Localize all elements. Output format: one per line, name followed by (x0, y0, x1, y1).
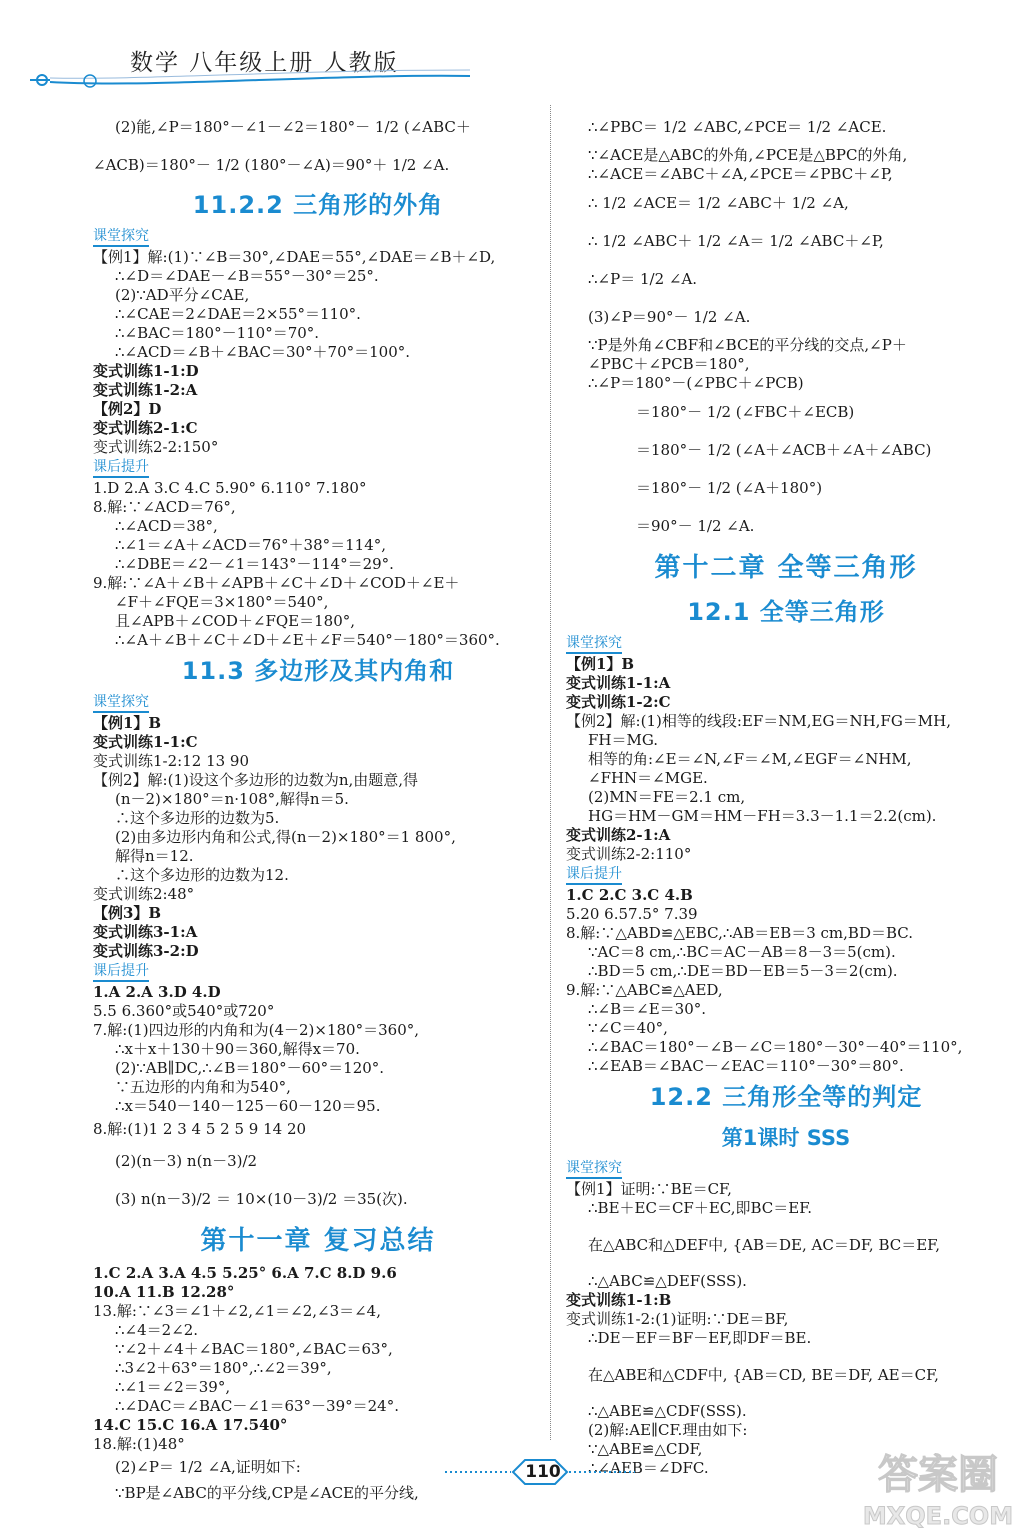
section-tag: 课堂探究 (566, 1160, 622, 1179)
text-line: 【例1】证明:∵BE＝CF, (566, 1180, 732, 1198)
right-column (566, 108, 1006, 1478)
text-line: ∵∠ACE是△ABC的外角,∠PCE是△BPC的外角, (588, 146, 908, 164)
text-line: 8.解:(1)1 2 3 4 5 2 5 9 14 20 (93, 1120, 307, 1138)
section-title: 12.1 全等三角形 (687, 598, 885, 626)
section-title: 12.2 三角形全等的判定 (649, 1083, 923, 1111)
text-line: ∴∠BAC＝180°－110°＝70°. (115, 324, 320, 342)
chapter-title: 第十二章 全等三角形 (654, 553, 918, 583)
text-line: (3) n(n－3)/2 ＝ 10×(10－3)/2 ＝35(次). (115, 1190, 408, 1208)
text-line: 变式训练3-1:A (93, 923, 198, 941)
text-line: ∴∠P＝ 1/2 ∠A. (588, 270, 698, 288)
text-line: 变式训练2:48° (93, 885, 195, 903)
text-line: 【例2】解:(1)设这个多边形的边数为n,由题意,得 (93, 771, 419, 789)
text-line: ∴ 1/2 ∠ACE＝ 1/2 ∠ABC＋ 1/2 ∠A, (588, 194, 849, 212)
text-line: (2)解:AE∥CF.理由如下: (588, 1421, 748, 1439)
text-line: 【例1】B (566, 655, 635, 673)
text-line: ∴BE＋EC＝CF＋EC,即BC＝EF. (588, 1199, 813, 1217)
text-line: 8.解:∵∠ACD＝76°, (93, 498, 236, 516)
text-line: 在△ABE和△CDF中, {AB＝CD, BE＝DF, AE＝CF, (588, 1366, 939, 1384)
text-line: 解得n＝12. (115, 847, 194, 865)
page-header-title: 数学 八年级上册 人教版 (130, 50, 399, 76)
text-line: 变式训练1-2:(1)证明:∵DE＝BF, (566, 1310, 789, 1328)
text-line: 1.C 2.A 3.A 4.5 5.25° 6.A 7.C 8.D 9.6 (93, 1264, 397, 1282)
section-tag: 课后提升 (566, 866, 622, 885)
text-line: (n－2)×180°＝n·108°,解得n＝5. (115, 790, 349, 808)
text-line: ＝90°－ 1/2 ∠A. (636, 517, 755, 535)
text-line: (2)由多边形内角和公式,得(n－2)×180°＝1 800°, (115, 828, 456, 846)
text-line: ∴∠EAB＝∠BAC－∠EAC＝110°－30°＝80°. (588, 1057, 904, 1075)
text-line: ＝180°－ 1/2 (∠A＋∠ACB＋∠A＋∠ABC) (636, 441, 932, 459)
text-line: 变式训练2-1:C (93, 419, 198, 437)
text-line: 【例1】B (93, 714, 162, 732)
text-line: (2)MN＝FE＝2.1 cm, (588, 788, 746, 806)
text-line: ∴∠1＝∠2＝39°, (115, 1378, 231, 1396)
text-line: ∴x＝540－140－125－60－120＝95. (115, 1097, 381, 1115)
text-line: 在△ABC和△DEF中, {AB＝DE, AC＝DF, BC＝EF, (588, 1236, 941, 1254)
text-line: 7.解:(1)四边形的内角和为(4－2)×180°＝360°, (93, 1021, 420, 1039)
text-line: ∴x＋x＋130＋90＝360,解得x＝70. (115, 1040, 360, 1058)
text-line: 9.解:∵∠A＋∠B＋∠APB＋∠C＋∠D＋∠COD＋∠E＋ (93, 574, 460, 592)
text-line: 1.A 2.A 3.D 4.D (93, 983, 221, 1001)
section-tag: 课堂探究 (93, 694, 149, 713)
text-line: 1.C 2.C 3.C 4.B (566, 886, 693, 904)
text-line: ∴∠AEB＝∠DFC. (588, 1459, 709, 1477)
text-line: ∴∠4＝2∠2. (115, 1321, 199, 1339)
text-line: ∴DE－EF＝BF－EF,即DF＝BE. (588, 1329, 812, 1347)
text-line: ∴∠DBE＝∠2－∠1＝143°－114°＝29°. (115, 555, 394, 573)
text-line: 变式训练1-1:B (566, 1291, 672, 1309)
text-line: (2)∠P＝ 1/2 ∠A,证明如下: (115, 1458, 301, 1476)
text-line: ∴这个多边形的边数为5. (115, 809, 280, 827)
section-tag: 课后提升 (93, 963, 149, 982)
text-line: 【例2】D (93, 400, 162, 418)
text-line: 相等的角:∠E＝∠N,∠F＝∠M,∠EGF＝∠NHM, (588, 750, 912, 768)
text-line: 变式训练1-2:12 13 90 (93, 752, 250, 770)
text-line: 变式训练2-2:150° (93, 438, 219, 456)
text-line: ∴∠ACD＝∠B＋∠BAC＝30°＋70°＝100°. (115, 343, 411, 361)
text-line: (2)∵AD平分∠CAE, (115, 286, 250, 304)
text-line: 10.A 11.B 12.28° (93, 1283, 235, 1301)
text-line: ∴ 1/2 ∠ABC＋ 1/2 ∠A＝ 1/2 ∠ABC＋∠P, (588, 232, 884, 250)
text-line: ∵AC＝8 cm,∴BC＝AC－AB＝8－3＝5(cm). (588, 943, 896, 961)
text-line: ＝180°－ 1/2 (∠FBC＋∠ECB) (636, 403, 855, 421)
header-decoration (30, 60, 470, 100)
svg-text:MXQE.COM: MXQE.COM (862, 1502, 1014, 1530)
text-line: (2)(n－3) n(n－3)/2 (115, 1152, 258, 1170)
text-line: 8.解:∵△ABD≌△EBC,∴AB＝EB＝3 cm,BD＝BC. (566, 924, 913, 942)
text-line: 变式训练3-2:D (93, 942, 199, 960)
text-line: 变式训练1-1:C (93, 733, 198, 751)
text-line: ∴∠1＝∠A＋∠ACD＝76°＋38°＝114°, (115, 536, 387, 554)
text-line: ∴△ABE≌△CDF(SSS). (588, 1402, 747, 1420)
section-title: 11.2.2 三角形的外角 (192, 191, 444, 219)
section-tag: 课后提升 (93, 459, 149, 478)
text-line: 【例2】解:(1)相等的线段:EF＝NM,EG＝NH,FG＝MH, (566, 712, 952, 730)
text-line: ∴这个多边形的边数为12. (115, 866, 289, 884)
section-tag: 课堂探究 (93, 228, 149, 247)
text-line: 14.C 15.C 16.A 17.540° (93, 1416, 288, 1434)
text-line: ∵五边形的内角和为540°, (115, 1078, 291, 1096)
text-line: (3)∠P＝90°－ 1/2 ∠A. (588, 308, 751, 326)
text-line: 变式训练1-1:D (93, 362, 199, 380)
text-line: HG＝HM－GM＝HM－FH＝3.3－1.1＝2.2(cm). (588, 807, 937, 825)
text-line: 5.5 6.360°或540°或720° (93, 1002, 275, 1020)
text-line: ∠ACB)＝180°－ 1/2 (180°－∠A)＝90°＋ 1/2 ∠A. (93, 156, 450, 174)
text-line: ∴BD＝5 cm,∴DE＝BD－EB＝5－3＝2(cm). (588, 962, 898, 980)
text-line: 1.D 2.A 3.C 4.C 5.90° 6.110° 7.180° (93, 479, 367, 497)
lesson-title: 第1课时 SSS (721, 1126, 851, 1150)
text-line: ∵∠2＋∠4＋∠BAC＝180°,∠BAC＝63°, (115, 1340, 393, 1358)
text-line: 【例3】B (93, 904, 162, 922)
text-line: ∴∠D＝∠DAE－∠B＝55°－30°＝25°. (115, 267, 379, 285)
text-line: 变式训练2-2:110° (566, 845, 692, 863)
text-line: ∴3∠2＋63°＝180°,∴∠2＝39°, (115, 1359, 332, 1377)
text-line: 13.解:∵∠3＝∠1＋∠2,∠1＝∠2,∠3＝∠4, (93, 1302, 381, 1320)
text-line: 【例1】解:(1)∵∠B＝30°,∠DAE＝55°,∠DAE＝∠B＋∠D, (93, 248, 496, 266)
text-line: ∠FHN＝∠MGE. (588, 769, 708, 787)
text-line: ∴∠B＝∠E＝30°. (588, 1000, 707, 1018)
text-line: ∴∠CAE＝2∠DAE＝2×55°＝110°. (115, 305, 361, 323)
section-tag: 课堂探究 (566, 635, 622, 654)
text-line: ＝180°－ 1/2 (∠A＋180°) (636, 479, 823, 497)
text-line: 18.解:(1)48° (93, 1435, 185, 1453)
text-line: ∴∠PBC＝ 1/2 ∠ABC,∠PCE＝ 1/2 ∠ACE. (588, 118, 887, 136)
text-line: ∴∠A＋∠B＋∠C＋∠D＋∠E＋∠F＝540°－180°＝360°. (115, 631, 500, 649)
text-line: 变式训练1-2:C (566, 693, 671, 711)
text-line: FH＝MG. (588, 731, 659, 749)
text-line: ∴∠BAC＝180°－∠B－∠C＝180°－30°－40°＝110°, (588, 1038, 963, 1056)
column-divider (550, 105, 551, 1440)
text-line: ∴△ABC≌△DEF(SSS). (588, 1272, 747, 1290)
text-line: ∵△ABE≌△CDF, (588, 1440, 703, 1458)
text-line: ∵∠C＝40°, (588, 1019, 668, 1037)
section-title: 11.3 多边形及其内角和 (181, 657, 455, 685)
text-line: ∴∠ACD＝38°, (115, 517, 218, 535)
text-line: ∴∠DAC＝∠BAC－∠1＝63°－39°＝24°. (115, 1397, 399, 1415)
text-line: 变式训练1-2:A (93, 381, 198, 399)
page-number: 110 (525, 1462, 561, 1482)
text-line: 9.解:∵△ABC≌△AED, (566, 981, 723, 999)
text-line: ∴∠P＝180°－(∠PBC＋∠PCB) (588, 374, 804, 392)
text-line: 变式训练1-1:A (566, 674, 671, 692)
text-line: (2)能,∠P＝180°－∠1－∠2＝180°－ 1/2 (∠ABC＋ (115, 118, 471, 136)
text-line: 5.20 6.57.5° 7.39 (566, 905, 698, 923)
text-line: 变式训练2-1:A (566, 826, 671, 844)
chapter-title: 第十一章 复习总结 (200, 1226, 436, 1256)
text-line: (2)∵AB∥DC,∴∠B＝180°－60°＝120°. (115, 1059, 385, 1077)
text-line: 且∠APB＋∠COD＋∠FQE＝180°, (115, 612, 356, 630)
text-line: ∠F＋∠FQE＝3×180°＝540°, (115, 593, 329, 611)
left-column (93, 108, 543, 1506)
svg-text:答案圈: 答案圈 (878, 1452, 998, 1498)
text-line: ∵BP是∠ABC的平分线,CP是∠ACE的平分线, (115, 1484, 419, 1502)
text-line: ∵P是外角∠CBF和∠BCE的平分线的交点,∠P＋ (588, 336, 907, 354)
text-line: ∠PBC＋∠PCB＝180°, (588, 355, 750, 373)
watermark-logo (858, 1440, 1018, 1532)
text-line: ∴∠ACE＝∠ABC＋∠A,∠PCE＝∠PBC＋∠P, (588, 165, 893, 183)
